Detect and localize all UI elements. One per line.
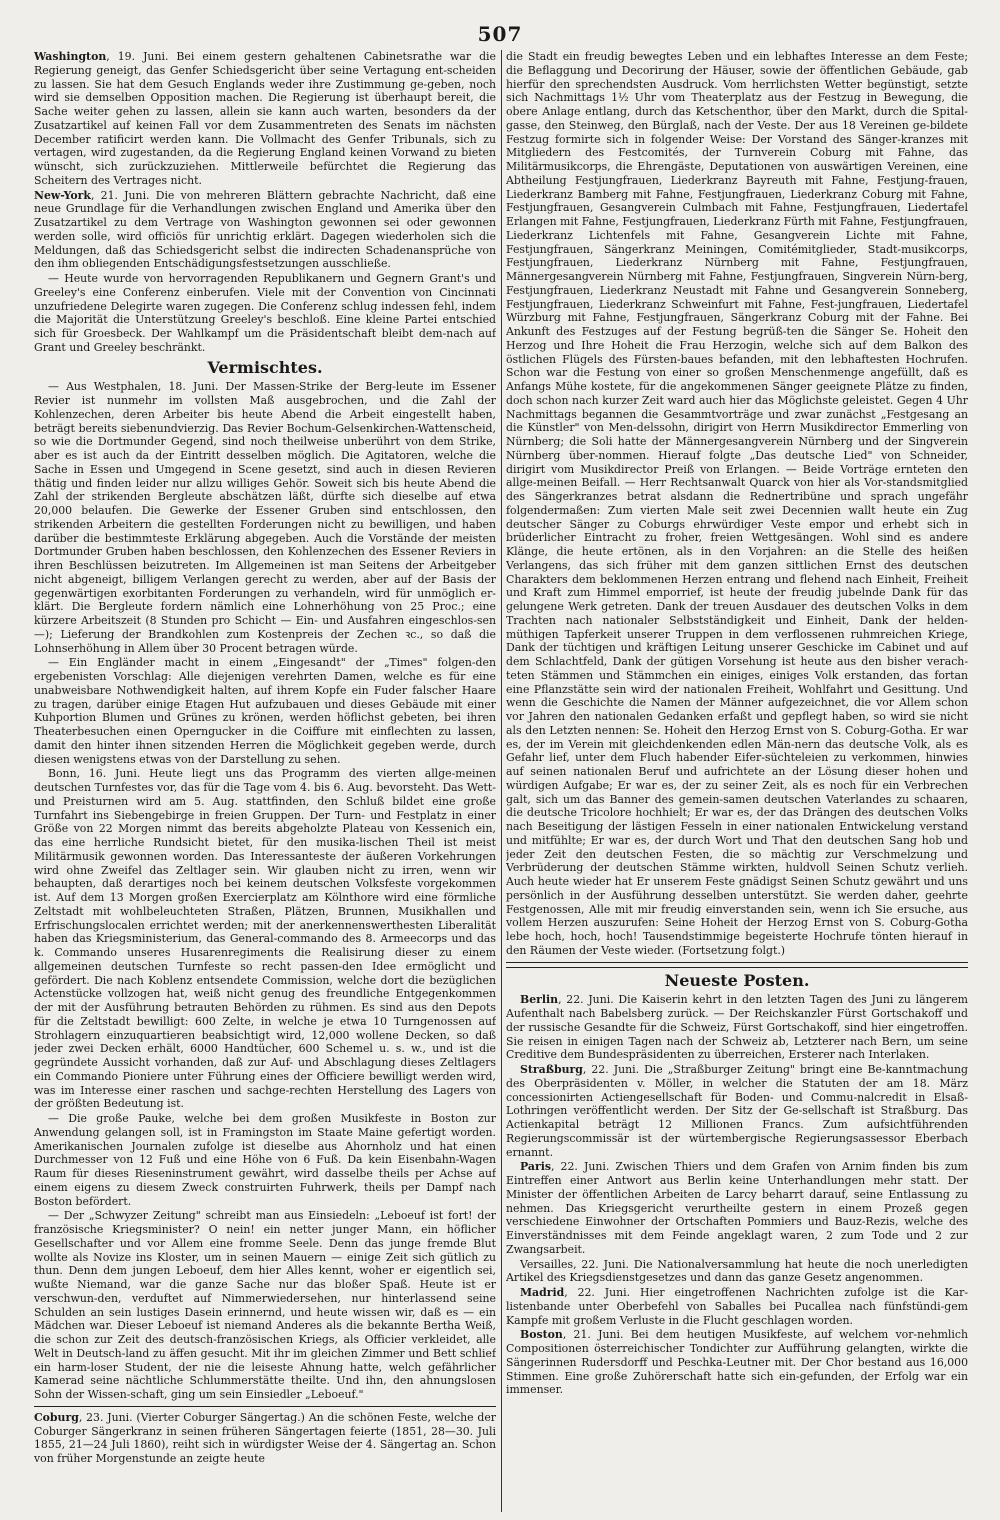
article-times: — Ein Engländer macht in einem „Eingesandt" der „Times" folgen-den ergebenisten Vorschlag: Alle diejenigen verehrten Damen, welche es für eine unabweisbare Nothwendigkeit halten, auf ihrem Kopfe ein Fuder falscher Haare zu tragen, darüber einige Etagen Hut aufzubauen und dieses Gebäude mit einer Kuhportion Blumen und Grünes zu krönen, werden höflichst gebeten, bei ihren Theaterbesuchen einen Operngucker in die Coiffure mit einflechten zu lassen, damit den hinter ihnen sitzenden Herren die Möglichkeit gegeben werde, durch diesen wenigstens etwas von der Darstellung zu sehen. [34, 656, 496, 766]
article-washington [34, 50, 496, 188]
dateline: Paris [520, 1160, 551, 1174]
article-coburg-continued: die Stadt ein freudig bewegtes Leben und ein lebhaftes Interesse an dem Feste; die Beflaggung und Decorirung der Häuser, sowie der öffentlichen Gebäude, gab hierfür den sprechendsten Ausdruck. Vom herrlichsten Wetter begünstigt, setzte sich Nachmittags 1½ Uhr vom Theaterplatz aus der Festzug in Bewegung, die obere Anlage entlang, durch das Ketschenthor, über den Markt, durch die Spital-gasse, den Steinweg, den Bürglaß, nach der Veste. Der aus 18 Vereinen ge-bildete Festzug formirte sich in folgender Weise: Der Vorstand des Sänger-kranzes mit Mitgliedern des Festcomités, der Turnverein Coburg mit Fahne, das Militärmusikcorps, die Ehrengäste, Deputationen von auswärtigen Vereinen, eine Abtheilung Festjungfrauen, Liederkranz Bayreuth mit Fahne, Festjung-frauen, Liederkranz Bamberg mit Fahne, Festjungfrauen, Liederkranz Coburg mit Fahne, Festjungfrauen, Gesangverein Culmbach mit Fahne, Festjungfrauen, Liedertafel Erlangen mit Fahne, Festjungfrauen, Liederkranz Fürth mit Fahne, Festjungfrauen, Liederkranz Lichtenfels mit Fahne, Gesangverein Lichte mit Fahne, Festjungfrauen, Sängerkranz Meiningen, Comitémitglieder, Stadt-musikcorps, Festjungfrauen, Liederkranz Nürnberg mit Fahne, Festjungfrauen, Männergesangverein Nürnberg mit Fahne, Festjungfrauen, Singverein Nürn-berg, Festjungfrauen, Liederkranz Neustadt mit Fahne und Gesangverein Sonneberg, Festjungfrauen, Liederkranz Schweinfurt mit Fahne, Fest-jungfrauen, Liedertafel Würzburg mit Fahne, Festjungfrauen, Sängerkranz Coburg mit der Fahne. Bei Ankunft des Festzuges auf der Festung begrüß-ten die Sänger Se. Hoheit den Herzog und Ihre Hoheit die Frau Herzogin, welche sich auf dem Balkon des östlichen Flügels des Fürsten-baues befanden, mit den lebhaftesten Hochrufen. Schon war die Festung von einer so großen Menschenmenge angefüllt, daß es Anfangs Mühe kostete, für die angekommenen Sänger geeignete Plätze zu finden, doch schon nach kurzer Zeit ward auch hier das Möglichste geleistet. Gegen 4 Uhr Nachmittags begannen die Gesammtvorträge und zwar zunächst „Festgesang an die Künstler" von Men-delssohn, dirigirt von Herrn Musikdirector Emmerling von Nürnberg; die Soli hatte der Männergesangverein Nürnberg und der Singverein Nürnberg über-nommen. Hierauf folgte „Das deutsche Lied" von Schneider, dirigirt vom Musikdirector Preiß von Erlangen. — Beide Vorträge ernteten den allge-meinen Beifall. — Herr Rechtsanwalt Quarck von hier als Vor-standsmitglied des Sängerkranzes betrat alsdann die Rednertribüne und sprach ungefähr folgendermaßen: Zum vierten Male seit zwei Decennien wallt heute ein Zug deutscher Sänger zu Coburgs ehrwürdiger Veste empor und erhebt sich in brüderlicher Eintracht zu froher, freien Wettgesängen. Wohl sind es andere Klänge, die heute ertönen, als in den Vorjahren: an die Stelle des heißen Verlangens, das sich früher mit dem ganzen sittlichen Ernst des deutschen Charakters dem beklommenen Herzen entrang und flehend nach Einheit, Freiheit und Kraft zum Himmel emporrief, ist heute der freudig jubelnde Dank für das gelungene Werk getreten. Dank der treuen Ausdauer des deutschen Volks in dem Trachten nach nationaler Selbstständigkeit und Einheit, Dank der helden-müthigen Tapferkeit unserer Truppen in dem verflossenen ruhmreichen Kriege, Dank der tüchtigen und kräftigen Leitung unserer Geschicke im Cabinet und auf dem Schlachtfeld, Dank der gütigen Vorsehung ist heute aus den bisher verach-teten Stämmen und Stämmchen ein einiges, einiges Volk erstanden, das fortan eine Pflanzstätte sein wird der nationalen Freiheit, Wohlfahrt und Gesittung. Und wenn die Geschichte die Namen der Männer aufgezeichnet, die vor Allem schon vor Jahren den nationalen Gedanken erfaßt und gepflegt haben, so wird sie nicht als den Letzten nennen: Se. Hoheit den Herzog Ernst von S. Coburg-Gotha. Er war es, der im Verein mit gleichdenkenden edlen Män-nern das deutsche Volk, als es Gefahr lief, unter dem Fluch habender Eifer-süchteleien zu verkommen, hinwies auf seinen nationalen Beruf und aufrichtete an der Lösung dieser hohen und würdigen Aufgabe; Er war es, der zu seiner Zeit, als es noch für ein Verbrechen galt, sich um das Banner des gemein-samen deutschen Vaterlandes zu schaaren, die deutsche Tricolore hochhielt; Er war es, der das Drängen des deutschen Volks nach Beseitigung der lästigen Fesseln in einer nationalen Entwickelung verstand und mitfühlte; Er war es, der durch Wort und That den deutschen Sang hob und jeder Zeit den deutschen Festen, die so mächtig zur Verschmelzung und Verbrüderung der deutschen Stämme wirkten, huldvoll Seinen Schutz verlieh. Auch heute wieder hat Er unserem Feste gnädigst Seinen Schutz gewährt und uns persönlich in der Ausführung desselben unterstützt. Sie werden daher, geehrte Festgenossen, Alle mit mir freudig einverstanden sein, wenn ich Sie ersuche, aus vollem Herzen auszurufen: Seine Hoheit der Herzog Ernst von S. Coburg-Gotha lebe hoch, hoch, hoch! Tausendstimmige begeisterte Hochrufe tönten hierauf in den Räumen der Veste wieder. (Fortsetzung folgt.) [506, 50, 968, 957]
news-text: , 22. Juni. Hier eingetroffenen Nachrichten zufolge ist die Kar-listenbande unter Oberbefehl von Saballes bei Pucallea nach fünfstündi-gem Kampfe mit großem Verluste in die Flucht geschlagen worden. [506, 1286, 968, 1327]
article-text: , 19. Juni. Bei einem gestern gehaltenen Cabinetsrathe war die Regierung geneigt, das Genfer Schiedsgericht über seine Vertagung ent-scheiden zu lassen. Sie hat dem Gesuch Englands weder ihre Zustimmung ge-geben, noch wird sie demselben Opposition machen. Die Regierung ist überhaupt bereit, die Sache weiter gehen zu lassen, allein sie kann auch warten, besonders da der Zusatzartikel auf keinen Fall vor dem Zusammentreten des Senats im nächsten December ratificirt werden kann. Die Vollmacht des Genfer Tribunals, sich zu vertagen, wird zugestanden, da die Regierung England keinen Vorwand zu bieten wünscht, sich zurückzuziehen. Mittlerweile befürchtet die Regierung das Scheitern des Vertrages nicht. [34, 50, 496, 187]
article-text: , 23. Juni. (Vierter Coburger Sängertag.) An die schönen Feste, welche der Coburger Sängerkranz in seinen früheren Sängertagen feierte (1851, 28—30. Juli 1855, 21—24 Juli 1860), reiht sich in würdigster Weise der 4. Sängertag an. Schon von früher Morgenstunde an zeigte heute [34, 1410, 496, 1465]
news-strassburg [506, 1063, 968, 1159]
article-westphalen: — Aus Westphalen, 18. Juni. Der Massen-Strike der Berg-leute im Essener Revier ist nunmehr im vollsten Maß ausgebrochen, und die Zahl der Kohlenzechen, deren Arbeiter bis heute Abend die Arbeit eingestellt haben, beträgt bereits siebenundvierzig. Das Revier Bochum-Gelsenkirchen-Wattenscheid, so wie die Dortmunder Gegend, sind noch theilweise unberührt von dem Strike, aber es ist auch da der Eintritt desselben möglich. Die Agitatoren, welche die Sache in Essen und Umgegend in Scene gesetzt, sind auch in diesen Revieren thätig und finden leider nur allzu williges Gehör. Soweit sich bis heute Abend die Zahl der strikenden Bergleute abschätzen läßt, dürfte sich dieselbe auf etwa 20,000 belaufen. Die Gewerke der Essener Gruben sind entschlossen, den strikenden Arbeitern die gestellten Forderungen nicht zu bewilligen, und haben darüber die bestimmteste Erklärung abgegeben. Auch die Vorstände der meisten Dortmunder Gruben haben beschlossen, den Kohlenzechen des Essener Reviers in ihren Beschlüssen beizutreten. Im Allgemeinen ist man Seitens der Arbeitgeber nicht abgeneigt, billigem Verlangen gerecht zu werden, aber auf der Basis der gegenwärtigen exorbitanten Forderungen zu verhandeln, wird für unmöglich er-klärt. Die Bergleute fordern nämlich eine Lohnerhöhung von 25 Proc.; eine kürzere Arbeitszeit (8 Stunden pro Schicht — Ein- und Ausfahren eingeschlos-sen —); Lieferung der Brandkohlen zum Kostenpreis der Zechen ꝛc., so daß die Lohnserhöhung in Allem über 30 Procent betragen würde. [34, 380, 496, 655]
section-heading-neueste-posten: Neueste Posten. [664, 970, 810, 990]
divider [506, 962, 968, 963]
page-number: 507 [477, 22, 523, 46]
dateline: Washington [34, 50, 107, 63]
dateline: New-York [34, 188, 91, 202]
dateline: Madrid [520, 1286, 565, 1299]
dateline: Coburg [34, 1410, 79, 1424]
news-boston [506, 1328, 968, 1397]
dateline: Straßburg [520, 1063, 583, 1076]
news-berlin [506, 993, 968, 1062]
news-text: , 22. Juni. Zwischen Thiers und dem Grafen von Arnim finden bis zum Eintreffen einer Antwort aus Berlin keine Unterhandlungen mehr statt. Der Minister der öffentlichen Arbeiten de Larcy beharrt darauf, seine Entlassung zu nehmen. Das Kriegsgericht verurtheilte gestern in einem Prozeß gegen verschiedene Einwohner der Ortschaften Pommiers und Bauz-Rezis, welche des Einverständnisses mit dem Feinde angeklagt waren, 2 zum Tode und 2 zur Zwangsarbeit. [506, 1160, 968, 1256]
news-text: , 21. Juni. Bei dem heutigen Musikfeste, auf welchem vor-nehmlich Compositionen österreichischer Tondichter zur Aufführung gelangten, wirkte die Sängerinnen Rudersdorff und Peschka-Leutner mit. Der Chor bestand aus 16,000 Stimmen. Eine große Zuhörerschaft hatte sich ein-gefunden, der Erfolg war ein immenser. [506, 1328, 968, 1397]
article-coburg [34, 1411, 496, 1466]
article-new-york [34, 189, 496, 272]
divider [506, 967, 968, 968]
news-paris [506, 1160, 968, 1256]
news-text: , 22. Juni. Die „Straßburger Zeitung" bringt eine Be-kanntmachung des Oberpräsidenten v. Möller, in welcher die Statuten der am 18. März concessionirten Actiengesellschaft für Boden- und Commu-nalcredit in Elsaß-Lothringen veröffentlicht werden. Der Sitz der Ge-sellschaft ist Straßburg. Das Actienkapital beträgt 12 Millionen Francs. Zum aufsichtführenden Regierungscommissär ist der würtembergische Regierungsassessor Eberbach ernannt. [506, 1063, 968, 1159]
article-text: , 21. Juni. Die von mehreren Blättern gebrachte Nachricht, daß eine neue Grundlage für die Verhandlungen zwischen England und Amerika über den Zusatzartikel zu dem Vertrage von Washington gewonnen sei oder gewonnen werden solle, wird officiös für unrichtig erklärt. Dagegen wiederholen sich die Meldungen, daß das Schiedsgericht selbst die indirecten Schadenansprüche von den ihm obliegenden Entschädigungsfestsetzungen ausschließe. [34, 188, 496, 271]
article-schwyzer: — Der „Schwyzer Zeitung" schreibt man aus Einsiedeln: „Leboeuf ist fort! der französische Kriegsminister? O nein! ein netter junger Mann, ein höflicher Gesellschafter und vor Allem eine fromme Seele. Denn das junge fremde Blut wollte als Novize ins Kloster, um in seinen Mauern — einige Zeit sich gütlich zu thun. Denn dem jungen Leboeuf, dem hier Alles kennt, woher er eigentlich sei, wußte Niemand, war die ganze Sache nur das bloßer Spaß. Heute ist er verschwun-den, verduftet auf Nimmerwiedersehen, nur hinterlassend seine Schulden an sein lustiges Dasein erinnernd, und heute wissen wir, daß es — ein Mädchen war. Dieser Leboeuf ist niemand Anderes als die bekannte Bertha Weiß, die schon zur Zeit des deutsch-französischen Kriegs, als Officier verkleidet, alle Welt in Deutsch-land zu äffen gesucht. Mit ihr im gleichen Zimmer und Bett schlief ein harm-loser Student, der nie die leiseste Ahnung hatte, welch gefährlicher Kamerad seine nächtliche Schlummerstätte theilte. Und ihn, den ahnungslosen Sohn der Wissen-schaft, ging um sein Einsiedler „Leboeuf." [34, 1209, 496, 1401]
article-bonn: Bonn, 16. Juni. Heute liegt uns das Programm des vierten allge-meinen deutschen Turnfestes vor, das für die Tage vom 4. bis 6. Aug. bevorsteht. Das Wett- und Preisturnen wird am 5. Aug. stattfinden, den Schluß bildet eine große Turnfahrt ins Siebengebirge in freien Gruppen. Der Turn- und Festplatz in einer Größe von 22 Morgen nimmt das bereits abgeholzte Plateau von Kessenich ein, das eine herrliche Rundsicht bietet, für den musika-lischen Theil ist meist Militärmusik gewonnen worden. Das Interessanteste der äußeren Vorkehrungen wird ohne Zweifel das Zeltlager sein. Wir glauben nicht zu irren, wenn wir behaupten, daß derartiges noch bei keinem deutschen Volksfeste vorgekommen ist. Auf dem 13 Morgen großen Exercierplatz am Kölnthore wird eine förmliche Zeltstadt mit wohlbeleuchteten Straßen, Plätzen, Brunnen, Musikhallen und Erfrischungslocalen errichtet werden; mit der anerkennenswerthesten Liberalität haben das Kriegsministerium, das General-commando des 8. Armeecorps und das k. Commando unseres Husarenregiments die Realisirung dieser zu einem allgemeinen deutschen Turnfeste so recht passen-den Idee ermöglicht und gefördert. Die nach Koblenz entsendete Commission, welche dort die bezüglichen Actenstücke vollzogen hat, weiß nicht genug des freundliche Entgegenkommen der mit der Ausführung betrauten Behörden zu rühmen. Es sind aus den Depots für die Zeltstadt bewilligt: 600 Zelte, in welche je etwa 10 Turngenossen auf Strohlagern einzuquartieren beabsichtigt wird, 12,000 wollene Decken, so daß jeder zwei Decken erhält, 6000 Handtücher, 600 Schemel u. s. w., und ist die gegründete Aussicht vorhanden, daß zur Auf- und Abschlagung dieses Zeltlagers ein Commando Pioniere unter Führung eines der Officiere bewilligt werden wird, was im Interesse einer raschen und sachge-rechten Herstellung des Lagers von der größten Bedeutung ist. [34, 767, 496, 1111]
news-text: , 22. Juni. Die Kaiserin kehrt in den letzten Tagen des Juni zu längerem Aufenthalt nach Babelsberg zurück. — Der Reichskanzler Fürst Gortschakoff und der russische Gesandte für die Schweiz, Fürst Gortschakoff, sind hier eingetroffen. Sie reisen in einigen Tagen nach der Schweiz ab, Letzterer nach Bern, um seine Creditive dem Bundespräsidenten zu überreichen, Ersterer nach Interlaken. [506, 993, 968, 1062]
right-column [506, 50, 968, 1512]
article-conference: — Heute wurde von hervorragenden Republikanern und Gegnern Grant's und Greeley's eine Conferenz einberufen. Viele mit der Convention von Cincinnati unzufriedene Delegirte waren zugegen. Die Conferenz schlug indessen fehl, indem die Majorität die Unterstützung Greeley's beschloß. Eine kleine Partei entschied sich für Groesbeck. Der Wahlkampf um die Präsidentschaft bleibt dem-nach auf Grant und Greeley beschränkt. [34, 272, 496, 354]
column-rule [501, 50, 502, 1512]
news-madrid [506, 1286, 968, 1327]
dateline: Boston [520, 1328, 563, 1342]
news-versailles: Versailles, 22. Juni. Die Nationalversammlung hat heute die noch unerledigten Artikel des Kriegsdienstgesetzes und dann das ganze Gesetz angenommen. [506, 1257, 968, 1285]
article-pauke: — Die große Pauke, welche bei dem großen Musikfeste in Boston zur Anwendung gelangen soll, ist in Framingston im Staate Maine gefertigt worden. Amerikanischen Journalen zufolge ist dieselbe aus Ahornholz und hat einen Durchmesser von 12 Fuß und eine Höhe von 6 Fuß. Da kein Eisenbahn-Wagen Raum für dieses Rieseninstrument gewährt, wird dasselbe theils per Achse auf einem eigens zu diesem Zweck construirten Fuhrwerk, theils per Dampf nach Boston befördert. [34, 1112, 496, 1208]
dateline: Berlin [520, 993, 559, 1007]
section-heading-vermischtes: Vermischtes. [207, 357, 323, 377]
left-column [34, 50, 496, 1512]
divider [34, 1406, 496, 1407]
